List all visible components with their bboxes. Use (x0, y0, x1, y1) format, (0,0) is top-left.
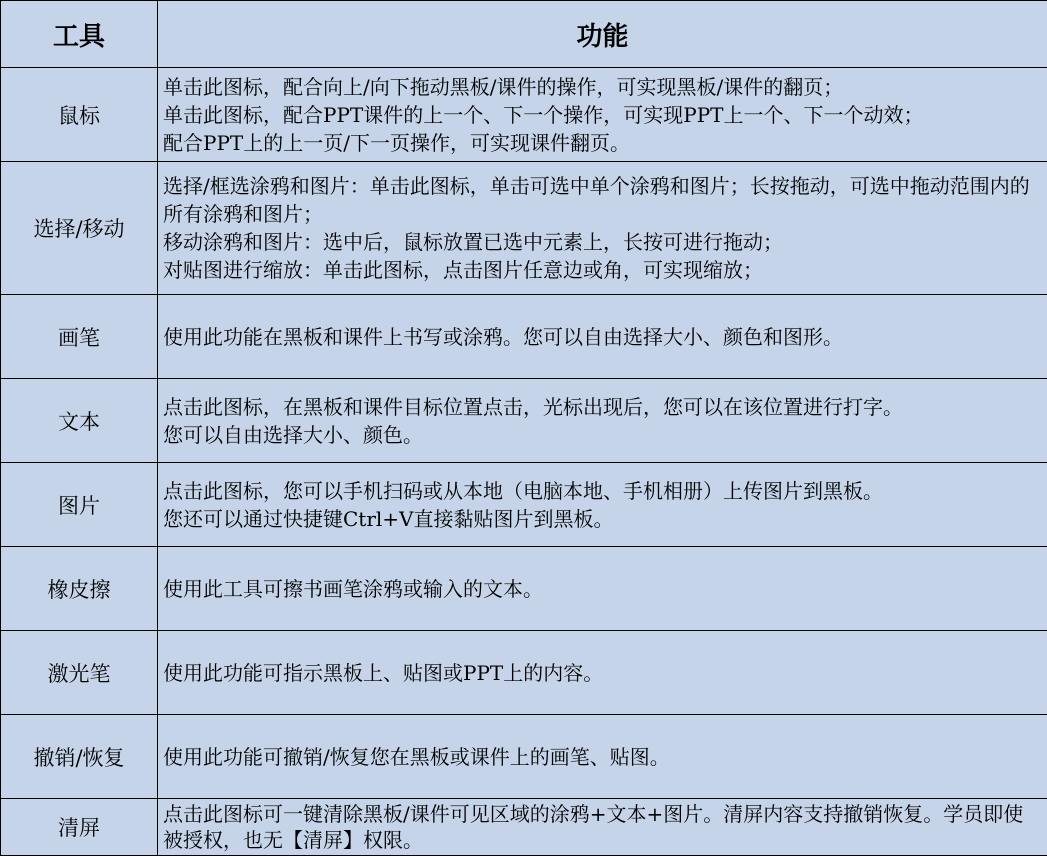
tool-name: 画笔 (1, 295, 158, 379)
description-line: 使用此工具可擦书画笔涂鸦或输入的文本。 (163, 576, 543, 601)
table-row (1, 715, 1047, 799)
description-line: 点击此图标可一键清除黑板/课件可见区域的涂鸦+文本+图片。清屏内容支持撤销恢复。学员即使被授权，也无【清屏】权限。 (163, 802, 1024, 852)
description-line: 您还可以通过快捷键Ctrl+V直接黏贴图片到黑板。 (163, 506, 614, 531)
tool-description (158, 463, 1047, 547)
description-line: 对贴图进行缩放：单击此图标，点击图片任意边或角，可实现缩放； (163, 258, 763, 282)
tool-description (158, 68, 1047, 162)
table-row (1, 295, 1047, 379)
description-line: 点击此图标，您可以手机扫码或从本地（电脑本地、手机相册）上传图片到黑板。 (163, 478, 883, 503)
description-line: 点击此图标，在黑板和课件目标位置点击，光标出现后，您可以在该位置进行打字。 (163, 394, 903, 419)
header-function: 功能 (158, 1, 1047, 68)
table-row (1, 463, 1047, 547)
table-row (1, 162, 1047, 295)
tool-description (158, 295, 1047, 379)
tool-description (158, 547, 1047, 631)
description-line: 单击此图标，配合PPT课件的上一个、下一个操作，可实现PPT上一个、下一个动效； (163, 102, 924, 127)
tool-name: 激光笔 (1, 631, 158, 715)
tool-name: 图片 (1, 463, 158, 547)
tool-description (158, 799, 1047, 856)
description-line: 使用此功能可指示黑板上、贴图或PPT上的内容。 (163, 660, 604, 685)
description-line: 您可以自由选择大小、颜色。 (163, 422, 423, 447)
description-line: 配合PPT上的上一页/下一页操作，可实现课件翻页。 (163, 130, 630, 155)
description-line: 使用此功能在黑板和课件上书写或涂鸦。您可以自由选择大小、颜色和图形。 (163, 324, 843, 349)
tool-description (158, 162, 1047, 295)
tool-name: 撤销/恢复 (1, 715, 158, 799)
tool-name: 清屏 (1, 799, 158, 856)
table-row (1, 68, 1047, 162)
tool-name: 鼠标 (1, 68, 158, 162)
description-line: 单击此图标，配合向上/向下拖动黑板/课件的操作，可实现黑板/课件的翻页； (163, 74, 844, 99)
description-line: 移动涂鸦和图片：选中后，鼠标放置已选中元素上，长按可进行拖动； (163, 230, 783, 254)
tool-name: 选择/移动 (1, 162, 158, 295)
tool-name: 橡皮擦 (1, 547, 158, 631)
header-tool: 工具 (1, 1, 158, 68)
header-row (1, 1, 1047, 68)
tool-description (158, 631, 1047, 715)
tool-description (158, 715, 1047, 799)
description-line: 使用此功能可撤销/恢复您在黑板或课件上的画笔、贴图。 (163, 744, 670, 769)
table-row (1, 631, 1047, 715)
table-row (1, 547, 1047, 631)
table-row (1, 379, 1047, 463)
tool-name: 文本 (1, 379, 158, 463)
description-line: 选择/框选涂鸦和图片：单击此图标，单击可选中单个涂鸦和图片；长按拖动，可选中拖动范围内的所有涂鸦和图片； (163, 174, 1030, 226)
table-row (1, 799, 1047, 856)
tool-description (158, 379, 1047, 463)
